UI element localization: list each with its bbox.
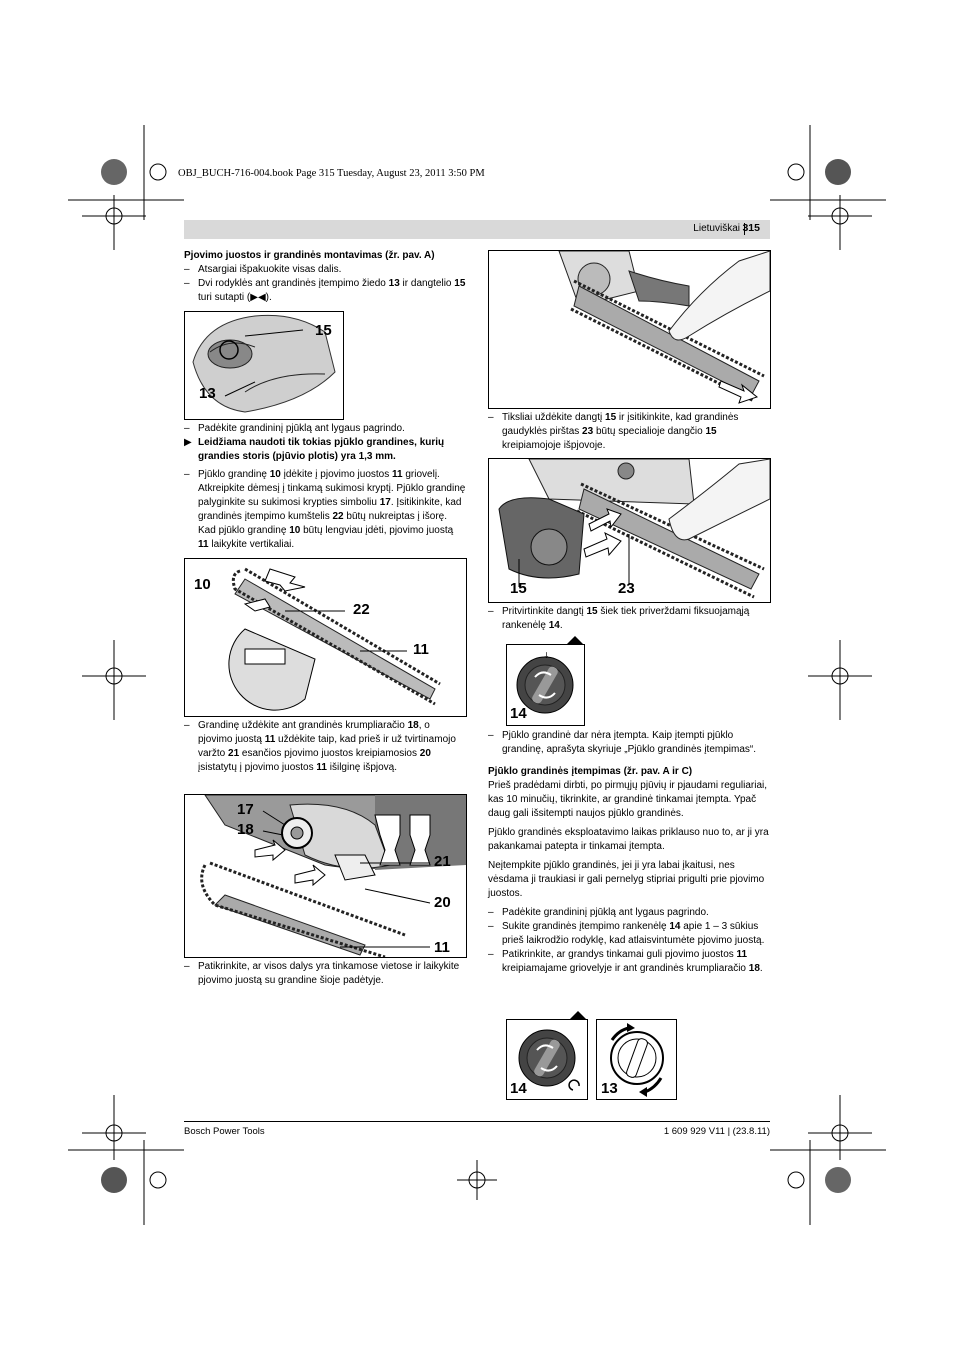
page-header: [184, 220, 770, 239]
paragraph: Pjūklo grandinės eksploatavimo laikas priklauso nuo to, ar ji yra pakankamai patepta ir tinkamai įtempta.: [488, 827, 769, 852]
right-column-3: [488, 729, 770, 976]
figure-chain-insert: [184, 558, 467, 717]
page-number: 315: [742, 222, 760, 234]
footer-publisher: Bosch Power Tools: [184, 1126, 265, 1137]
footer-rule: [184, 1121, 770, 1122]
warning-item: ▶ Leidžiama naudoti tik tokias pjūklo grandines, kurių grandies storis (pjūvio plotis) yra 1,3 mm.: [184, 437, 445, 462]
right-column-2: [488, 605, 770, 633]
callout-18: 18: [237, 821, 254, 838]
section-heading-mounting: Pjovimo juostos ir grandinės montavimas (žr. pav. A): [184, 250, 435, 261]
paragraph: Neįtempkite pjūklo grandinės, jei ji yra labai įkaitusi, nes vėsdama ji traukiasi ir gali pernelyg stipriai prigulti prie pjovimo juostos.: [488, 860, 765, 899]
list-item: – Dvi rodyklės ant grandinės įtempimo žiedo 13 ir dangtelio 15 turi sutapti (▶◀).: [184, 278, 466, 303]
figure-knob-14: [506, 644, 585, 726]
figure-bar-hand: [488, 250, 771, 409]
arrows-align-icon: ▶◀: [250, 292, 266, 303]
list-item: – Pjūklo grandinę 10 įdėkite į pjovimo juostos 11 griovelį. Atkreipkite dėmesį į tinkamą sukimosi kryptį. Pjūklo grandinę palyginkite su sukimosi krypties simboliu 17. Įsitikinkite, kad grandinės įtempimo kumštelis 22 būtų nukreiptas į išorę. Kad pjūklo grandinę 10 būtų lengviau įdėti, pjovimo juostą 11 laikykite vertikaliai.: [184, 469, 466, 550]
figure-chain-sprocket: [184, 794, 467, 958]
list-item: – Padėkite grandininį pjūklą ant lygaus pagrindo.: [488, 907, 709, 918]
section-heading-tension: Pjūklo grandinės įtempimas (žr. pav. A ir C): [488, 766, 693, 777]
list-item: – Tiksliai uždėkite dangtį 15 ir įsitikinkite, kad grandinės gaudyklės pirštas 23 būtų specialioje dangčio 15 kreipiamojoje išpjovoje.: [488, 412, 739, 451]
triangle-marker-icon: [566, 636, 584, 646]
figure-cover-attach: [488, 458, 771, 603]
callout-21: 21: [434, 853, 451, 870]
callout-14: 14: [510, 705, 527, 722]
figure-knob-14-loosen: [506, 1019, 588, 1100]
figure-ring-alignment: [184, 311, 344, 420]
callout-15b: 15: [510, 580, 527, 597]
figure-ring-13-rotate: [596, 1019, 677, 1100]
list-item: – Patikrinkite, ar grandys tinkamai guli pjovimo juostos 11 kreipiamajame griovelyje ir ant grandinės krumpliaračio 18.: [488, 949, 763, 974]
header-language: Lietuviškai: [693, 223, 740, 234]
left-column-2: [184, 422, 466, 552]
right-column-1: [488, 411, 770, 453]
list-item: – Atsargiai išpakuokite visas dalis.: [184, 264, 342, 275]
triangle-marker-icon: [569, 1011, 587, 1021]
list-item: – Padėkite grandininį pjūklą ant lygaus pagrindo.: [184, 423, 405, 434]
left-column: [184, 249, 466, 305]
callout-22: 22: [353, 601, 370, 618]
triangle-bullet-icon: ▶: [184, 437, 192, 448]
callout-11: 11: [413, 641, 429, 658]
paragraph: Prieš pradėdami dirbti, po pirmųjų pjūvių ir pjaudami reguliariai, kas 10 minučių, tikrinkite, ar grandinė tinkamai įtempta. Ypač daug gali išsitempti naujos pjūklo grandinės.: [488, 780, 768, 819]
left-column-3: [184, 719, 466, 775]
book-slug: OBJ_BUCH-716-004.book Page 315 Tuesday, August 23, 2011 3:50 PM: [178, 168, 485, 179]
callout-10: 10: [194, 576, 211, 593]
list-item: – Grandinę uždėkite ant grandinės krumpliaračio 18, o pjovimo juostą 11 uždėkite taip, kad prieš ir už tvirtinamojo varžto 21 esančios pjovimo juostos kreipiamosios 20 įsistatytų į pjovimo juostos 11 išilginę išpjovą.: [184, 720, 456, 773]
list-item: – Patikrinkite, ar visos dalys yra tinkamose vietose ir laikykite pjovimo juostą su grandine šioje padėtyje.: [184, 961, 460, 986]
list-item: – Sukite grandinės įtempimo rankenėlę 14 apie 1 – 3 sūkius prieš laikrodžio rodyklę, kad atlaisvintumėte pjovimo juostą.: [488, 921, 765, 946]
callout-13b: 13: [601, 1080, 618, 1097]
callout-15: 15: [315, 322, 332, 339]
left-column-4: [184, 960, 466, 988]
callout-23: 23: [618, 580, 635, 597]
list-item: – Pritvirtinkite dangtį 15 šiek tiek priverždami fiksuojamąją rankenėlę 14.: [488, 606, 750, 631]
callout-13: 13: [199, 385, 216, 402]
footer-docnumber: 1 609 929 V11 | (23.8.11): [663, 1126, 770, 1137]
callout-11b: 11: [434, 939, 450, 956]
callout-14b: 14: [510, 1080, 527, 1097]
callout-20: 20: [434, 894, 451, 911]
callout-17: 17: [237, 801, 254, 818]
list-item: – Pjūklo grandinė dar nėra įtempta. Kaip įtempti pjūklo grandinę, aprašyta skyriuje „Pjūklo grandinės įtempimas“.: [488, 730, 757, 755]
svg-text:↓: ↓: [543, 651, 550, 660]
